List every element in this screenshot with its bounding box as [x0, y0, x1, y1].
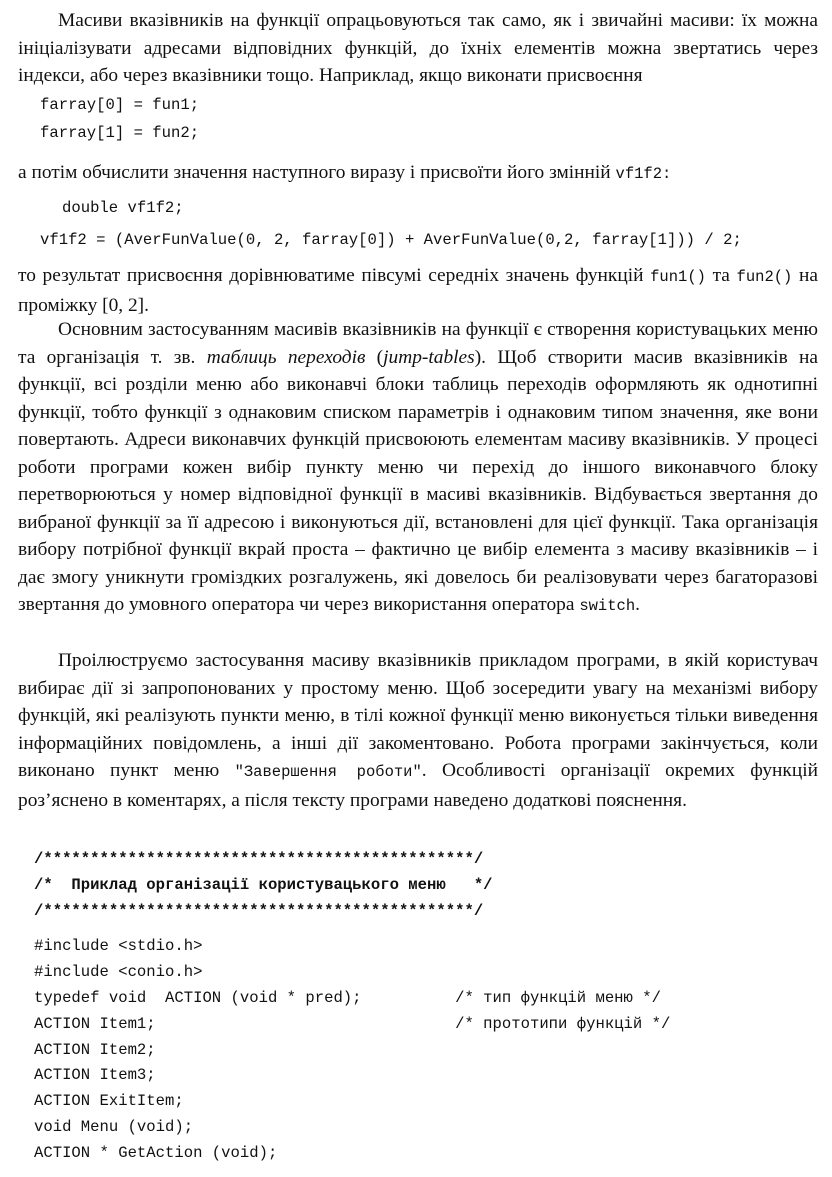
- code-assign-2: farray[1] = fun2;: [40, 124, 200, 142]
- paragraph-2-var: vf1f2:: [615, 165, 672, 183]
- paragraph-2-text: а потім обчислити значення наступного виразу і присвоїти його змінній: [18, 162, 611, 183]
- code-line: ACTION * GetAction (void);: [34, 1143, 278, 1162]
- code-line: typedef void ACTION (void * pred); /* тип функцій меню */: [34, 988, 661, 1007]
- term-jump-tables-ua: таблиць переходів: [206, 346, 366, 368]
- code-line: /**********************************************/: [34, 901, 484, 920]
- paragraph-4-part3: .: [635, 594, 640, 615]
- paragraph-3: [18, 262, 818, 319]
- code-line: #include <conio.h>: [34, 963, 203, 982]
- paragraph-3-part3: на проміжку [0, 2].: [18, 265, 818, 316]
- paragraph-4: Основним застосуванням масивів вказівників на функції є створення користувацьких меню та організація т. зв. таблиць переходів (jump-tables). Щоб створити масив вказівників на функції, всі розділи меню або виконавчі блоки таблиць переходів оформляють як однотипні функції, тобто функції з однаковим списком параметрів і однаковим типом значення, яке вони повертають. Адреси виконавчих функцій присвоюють елементам масиву вказівників. У процесі роботи програми кожен вибір пункту меню чи перехід до іншого виконавчого блоку перетворюються у номер відповідної функції в масиві вказівників. Відбувається звертання до вибраної функції за її адресою і виконуються дії, встановлені для цієї функції. Така організація вибору потрібної функції вкрай проста – фактично це вибір елемента з масиву вказівників – і дає змогу уникнути громіздких розгалужень, які довелось би реалізовувати через багаторазові звертання до умовного оператора чи через використання оператора switch.: [18, 319, 818, 615]
- code-line: /* Приклад організації користувацького меню */: [34, 875, 493, 894]
- code-line: ACTION Item3;: [34, 1066, 156, 1085]
- paragraph-4-part2: Щоб створити масив вказівників на функції, всі розділи меню або виконавчі блоки таблиць переходів оформляють як однотипні функції, тобто функції з однаковим списком параметрів і однаковим типом значення, яке вони повертають. Адреси виконавчих функцій присвоюють елементам масиву вказівників. У процесі роботи програми кожен вибір пункту меню чи перехід до іншого виконавчого блоку перетворюються у номер відповідної функції в масиві вказівників. Відбувається звертання до вибраної функції за її адресою і виконуються дії, встановлені для цієї функції. Така організація вибору потрібної функції вкрай проста – фактично це вибір елемента з масиву вказівників – і дає змогу уникнути громіздких розгалужень, які довелось би реалізовувати через багаторазові звертання до умовного оператора чи через використання оператора: [18, 346, 818, 615]
- paragraph-4-part1: Основним застосуванням масивів вказівників на функції є створення користувацьких меню та організація т. зв.: [18, 319, 818, 368]
- paragraph-2: [18, 159, 671, 189]
- code-listing: [34, 847, 670, 1167]
- code-line: ACTION Item1; /* прототипи функцій */: [34, 1014, 671, 1033]
- fun1-ref: fun1(): [650, 268, 706, 286]
- code-blank-line: [34, 924, 670, 934]
- code-declaration: double vf1f2;: [62, 199, 184, 217]
- term-jump-tables-en: jump-tables: [383, 346, 475, 368]
- code-assign-1: farray[0] = fun1;: [40, 96, 200, 114]
- fun2-ref: fun2(): [736, 268, 793, 286]
- paragraph-3-part1: то результат присвоєння дорівнюватиме півсумі середніх значень функцій: [18, 265, 644, 286]
- paragraph-3-part2: та: [712, 265, 730, 286]
- code-line: ACTION ExitItem;: [34, 1092, 184, 1111]
- code-line: ACTION Item2;: [34, 1040, 156, 1059]
- code-line: void Menu (void);: [34, 1117, 194, 1136]
- paragraph-5-part2: . Особливості організації окремих функцій роз’яснено в коментарях, а після тексту програми наведено додаткові пояснення.: [18, 760, 818, 811]
- paragraph-5-part1: Проілюструємо застосування масиву вказівників прикладом програми, в якій користувач вибирає дії зі запропонованих у простому меню. Щоб зосередити увагу на механізмі вибору функцій, які реалізують пункти меню, в тілі кожної функції меню виконується тільки виведення інформаційних повідомлень, а інші дії закоментовано. Робота програми закінчується, коли виконано пункт меню: [18, 650, 818, 781]
- code-expression: vf1f2 = (AverFunValue(0, 2, farray[0]) + AverFunValue(0,2, farray[1])) / 2;: [40, 231, 742, 249]
- switch-keyword: switch: [579, 597, 636, 615]
- paragraph-5: [18, 647, 818, 814]
- code-line: #include <stdio.h>: [34, 937, 203, 956]
- code-line: /**********************************************/: [34, 850, 484, 868]
- paragraph-1: Масиви вказівників на функції опрацьовуються так само, як і звичайні масиви: їх можна ініціалізувати адресами відповідних функцій, до їхніх елементів можна звертатись через індекси, або через вказівники тощо. Наприклад, якщо виконати присвоєння: [18, 10, 818, 86]
- menu-item-exit-ref: "Завершення роботи": [234, 763, 422, 781]
